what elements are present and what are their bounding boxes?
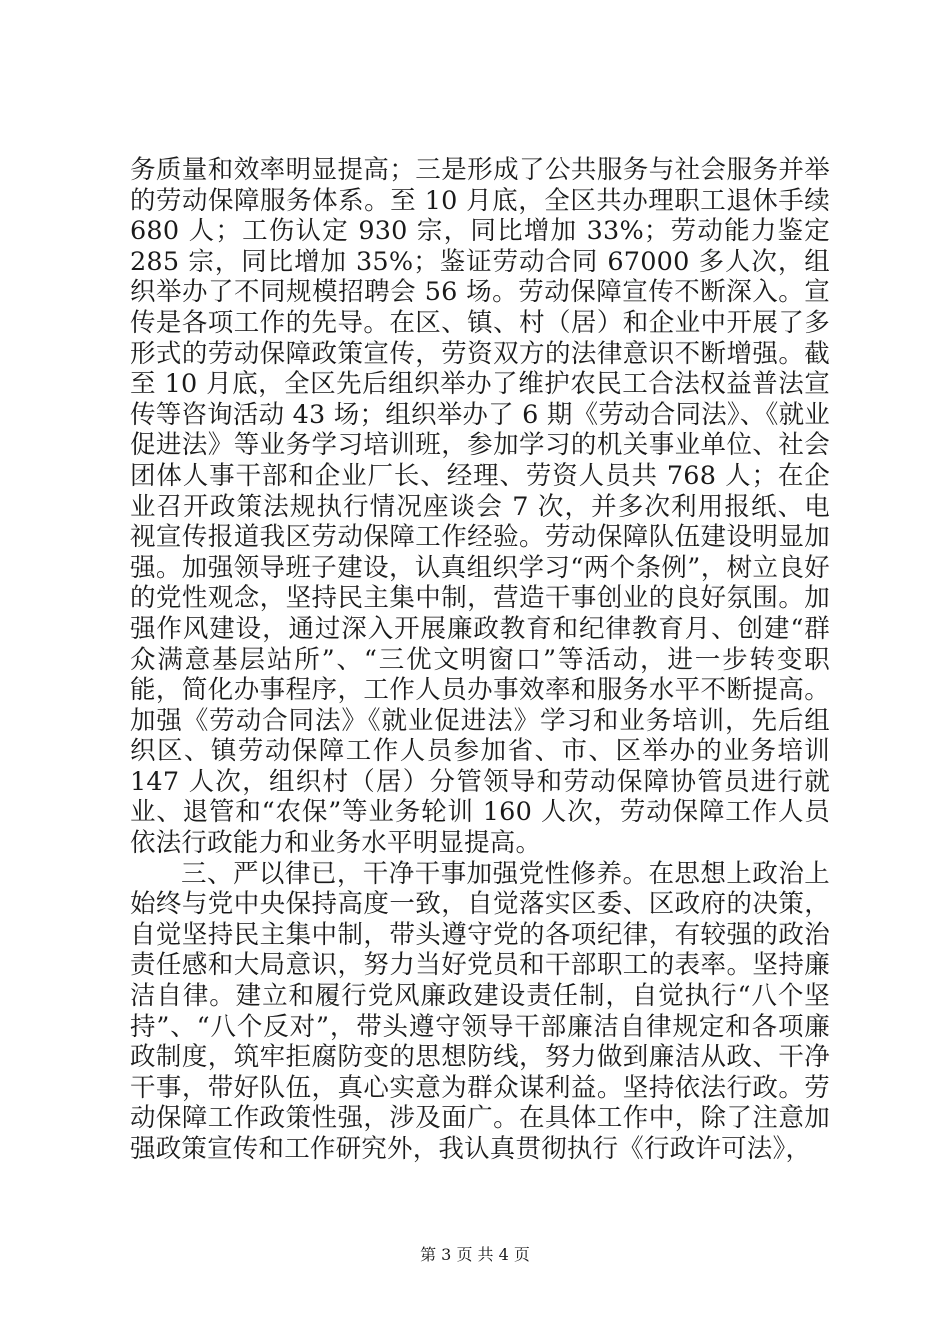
document-body (130, 155, 830, 1165)
page-number-footer: 第 3 页 共 4 页 (420, 1245, 530, 1264)
paragraph-2: 三、严以律已，干净干事加强党性修养。在思想上政治上始终与党中央保持高度一致，自觉落实区委、区政府的决策，自觉坚持民主集中制，带头遵守党的各项纪律，有较强的政治责任感和大局意识，努力当好党员和干部职工的表率。坚持廉洁自律。建立和履行党风廉政建设责任制，自觉执行“八个坚持”、“八个反对”，带头遵守领导干部廉洁自律规定和各项廉政制度，筑牢拒腐防变的思想防线，努力做到廉洁从政、干净干事，带好队伍，真心实意为群众谋利益。坚持依法行政。劳动保障工作政策性强，涉及面广。在具体工作中，除了注意加强政策宣传和工作研究外，我认真贯彻执行《行政许可法》， (130, 858, 830, 1164)
paragraph-1: 务质量和效率明显提高；三是形成了公共服务与社会服务并举的劳动保障服务体系。至 10 月底，全区共办理职工退休手续 680 人；工伤认定 930 宗，同比增加 33%；劳动能力鉴定 285 宗，同比增加 35%；鉴证劳动合同 67000 多人次，组织举办了不同规模招聘会 56 场。劳动保障宣传不断深入。宣传是各项工作的先导。在区、镇、村（居）和企业中开展了多形式的劳动保障政策宣传，劳资双方的法律意识不断增强。截至 10 月底，全区先后组织举办了维护农民工合法权益普法宣传等咨询活动 43 场；组织举办了 6 期《劳动合同法》、《就业促进法》等业务学习培训班，参加学习的机关事业单位、社会团体人事干部和企业厂长、经理、劳资人员共 768 人；在企业召开政策法规执行情况座谈会 7 次，并多次利用报纸、电视宣传报道我区劳动保障工作经验。劳动保障队伍建设明显加强。加强领导班子建设，认真组织学习“两个条例”，树立良好的党性观念，坚持民主集中制，营造干事创业的良好氛围。加强作风建设，通过深入开展廉政教育和纪律教育月、创建“群众满意基层站所”、“三优文明窗口”等活动，进一步转变职能，简化办事程序，工作人员办事效率和服务水平不断提高。加强《劳动合同法》《就业促进法》学习和业务培训，先后组织区、镇劳动保障工作人员参加省、市、区举办的业务培训 147 人次，组织村（居）分管领导和劳动保障协管员进行就业、退管和“农保”等业务轮训 160 人次，劳动保障工作人员依法行政能力和业务水平明显提高。 (130, 155, 830, 859)
